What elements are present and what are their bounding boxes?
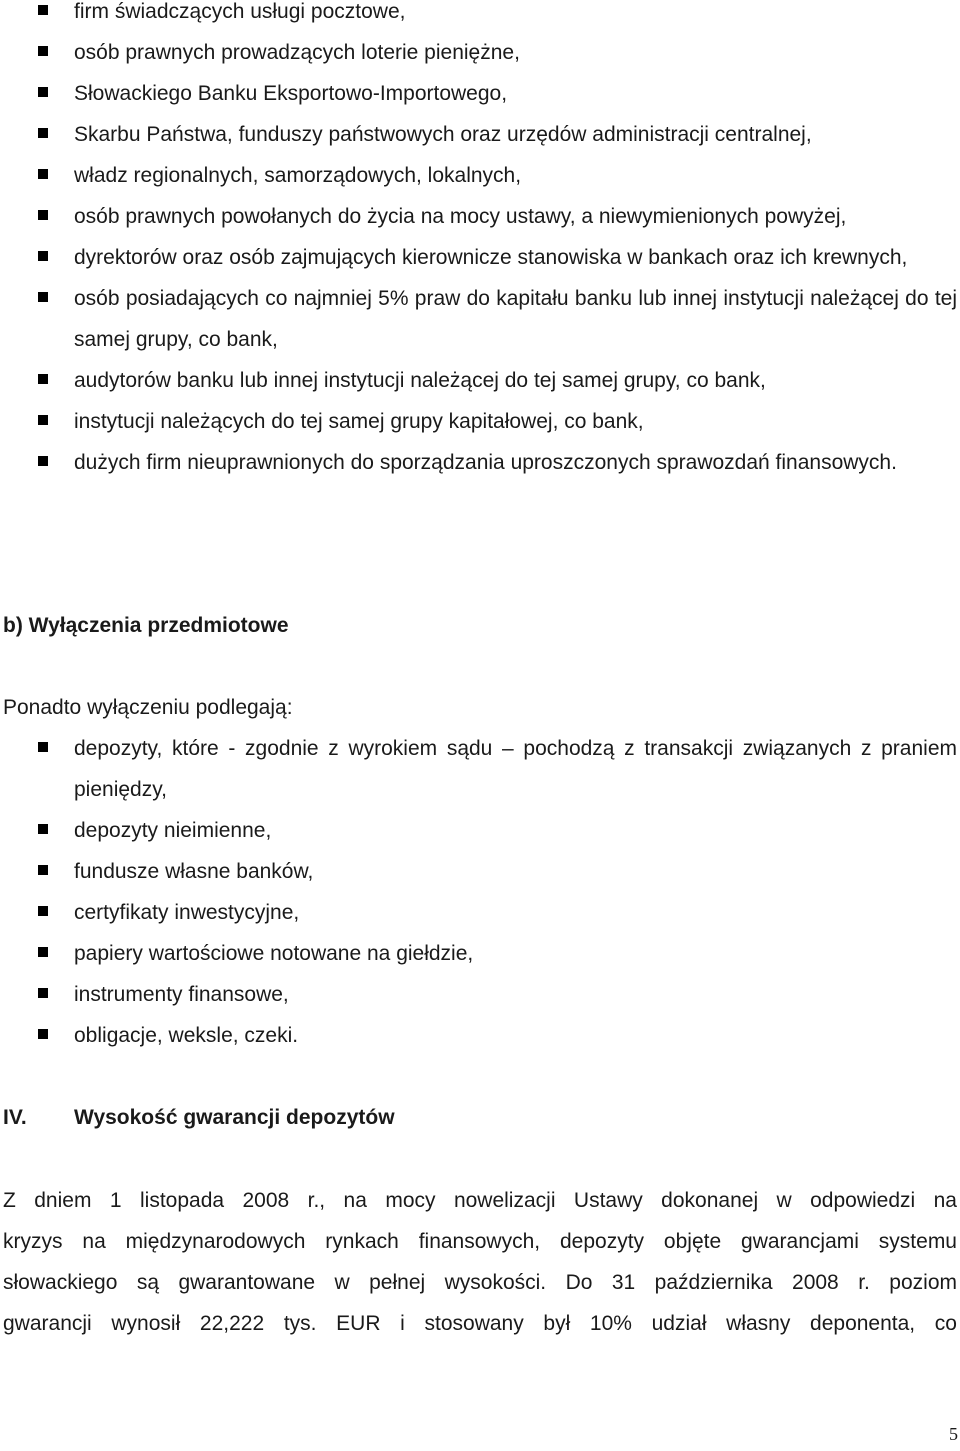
list-item: instrumenty finansowe,: [0, 974, 960, 1015]
list-item: depozyty nieimienne,: [0, 810, 960, 851]
list-item: dużych firm nieuprawnionych do sporządzania uproszczonych sprawozdań finansowych.: [0, 442, 960, 483]
list-item: osób prawnych powołanych do życia na mocy ustawy, a niewymienionych powyżej,: [0, 196, 960, 237]
section-b-intro: Ponadto wyłączeniu podlegają:: [3, 696, 293, 719]
square-bullet-icon: [38, 415, 48, 425]
square-bullet-icon: [38, 251, 48, 261]
square-bullet-icon: [38, 46, 48, 56]
list-item: audytorów banku lub innej instytucji należącej do tej samej grupy, co bank,: [0, 360, 960, 401]
list-item: papiery wartościowe notowane na giełdzie,: [0, 933, 960, 974]
paragraph-line: Z dniem 1 listopada 2008 r., na mocy nowelizacji Ustawy dokonanej w odpowiedzi na: [3, 1189, 957, 1212]
square-bullet-icon: [38, 374, 48, 384]
square-bullet-icon: [38, 906, 48, 916]
square-bullet-icon: [38, 87, 48, 97]
paragraph-line: kryzys na międzynarodowych rynkach finansowych, depozyty objęte gwarancjami systemu: [3, 1230, 957, 1253]
paragraph-line: gwarancji wynosił 22,222 tys. EUR i stosowany był 10% udział własny deponenta, co: [3, 1312, 957, 1335]
section-iv-number: IV.: [3, 1106, 27, 1129]
list-item: obligacje, weksle, czeki.: [0, 1015, 960, 1056]
section-b-heading: b) Wyłączenia przedmiotowe: [3, 614, 289, 637]
square-bullet-icon: [38, 292, 48, 302]
square-bullet-icon: [38, 947, 48, 957]
square-bullet-icon: [38, 824, 48, 834]
list-item: dyrektorów oraz osób zajmujących kierownicze stanowiska w bankach oraz ich krewnych,: [0, 237, 960, 278]
page-number: 5: [949, 1424, 958, 1444]
list-item: certyfikaty inwestycyjne,: [0, 892, 960, 933]
section-iv-title: Wysokość gwarancji depozytów: [74, 1106, 395, 1129]
object-exclusions-list: [0, 728, 960, 1056]
list-item: władz regionalnych, samorządowych, lokalnych,: [0, 155, 960, 196]
list-item: Skarbu Państwa, funduszy państwowych oraz urzędów administracji centralnej,: [0, 114, 960, 155]
paragraph-line: słowackiego są gwarantowane w pełnej wysokości. Do 31 października 2008 r. poziom: [3, 1271, 957, 1294]
list-item: osób prawnych prowadzących loterie pieniężne,: [0, 32, 960, 73]
list-item: Słowackiego Banku Eksportowo-Importowego,: [0, 73, 960, 114]
square-bullet-icon: [38, 5, 48, 15]
square-bullet-icon: [38, 128, 48, 138]
square-bullet-icon: [38, 456, 48, 466]
square-bullet-icon: [38, 865, 48, 875]
square-bullet-icon: [38, 988, 48, 998]
subject-exclusions-list: [0, 0, 960, 483]
square-bullet-icon: [38, 169, 48, 179]
list-item: instytucji należących do tej samej grupy kapitałowej, co bank,: [0, 401, 960, 442]
list-item: osób posiadających co najmniej 5% praw do kapitału banku lub innej instytucji należącej do tej samej grupy, co bank,: [0, 278, 960, 360]
square-bullet-icon: [38, 210, 48, 220]
list-item: firm świadczących usługi pocztowe,: [0, 0, 960, 32]
list-item: fundusze własne banków,: [0, 851, 960, 892]
square-bullet-icon: [38, 1029, 48, 1039]
list-item: depozyty, które - zgodnie z wyrokiem sądu – pochodzą z transakcji związanych z praniem pieniędzy,: [0, 728, 960, 810]
square-bullet-icon: [38, 742, 48, 752]
